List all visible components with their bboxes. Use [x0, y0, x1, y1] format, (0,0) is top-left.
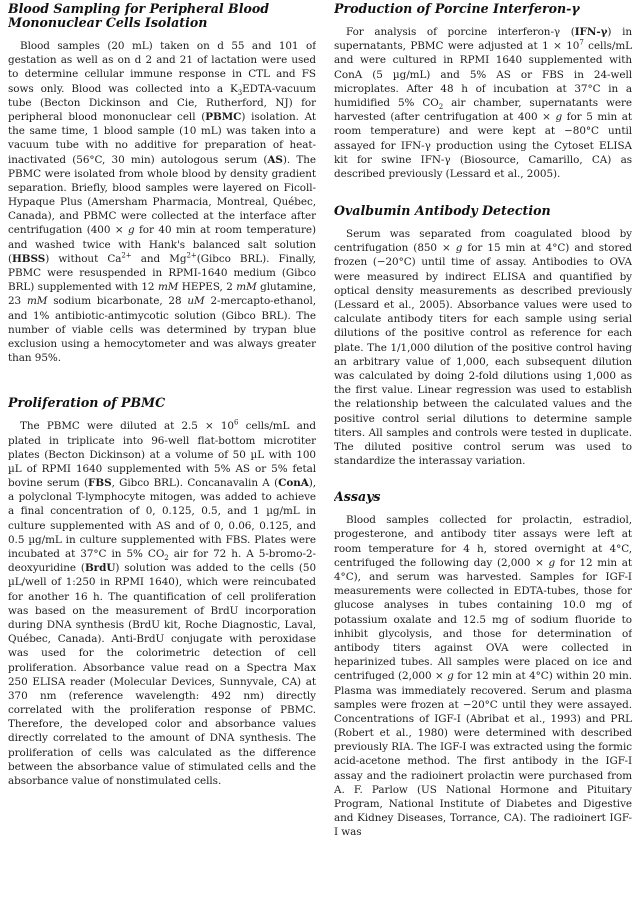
text-run: uM [187, 295, 205, 308]
paragraph-interferon [334, 25, 632, 181]
paragraph-proliferation [8, 419, 316, 788]
text-run: ) isolation. At the same time, 1 blood sample (10 mL) was taken into a vacuum tube with no additive for preparation of heat-inactivated (56°C, 30 min) autologous serum ( [8, 110, 316, 166]
text-run: for 5 min at room temperature) and were kept at −80°C until assayed for IFN-γ production using the Cytoset ELISA kit for swine IFN-γ (Biosource, Camarillo, CA) as described previously (Lessard et al., 2005). [334, 111, 632, 180]
text-run: BrdU [84, 562, 116, 575]
text-run: air chamber, supernatants were harvested (after centrifugation at 400 × [334, 96, 632, 124]
text-run: g [127, 224, 135, 237]
text-run: glutamine, 23 [8, 281, 316, 308]
text-run: ). The PBMC were isolated from whole blood by density gradient separation. Briefly, blood samples were layered on Ficoll-Hypaque Plus (Amersham Pharmacia, Montreal, Québec, Canada), and PBMC were collected at the interface after centrifugation (400 × [8, 153, 316, 237]
section-title-assays: Assays [334, 489, 381, 505]
text-run: ConA [278, 477, 309, 490]
text-run: 7 [579, 38, 584, 47]
text-run: 3 [237, 88, 243, 97]
text-run: Serum was separated from coagulated blood by centrifugation (850 × [334, 228, 632, 255]
text-run: g [447, 670, 454, 683]
text-run: The PBMC were diluted at 2.5 × 10 [20, 420, 234, 433]
text-run: for 12 min at 4°C) within 20 min. Plasma was immediately recovered. Serum and plasma samples were frozen at −20°C until they were assayed. Concentrations of IGF-I (Abribat et al., 1993) and PRL (Robert et al., 1980) were determined with described previously RIA. The IGF-I was extracted using the formic acid-acetone method. The first antibody in the IGF-I assay and the radioinert prolactin were purchased from A. F. Parlow (US National Hormone and Pituitary Program, National Institute of Diabetes and Digestive and Kidney Diseases, Torrance, CA). The radioinert IGF-I was [334, 670, 632, 839]
text-run: 2+ [121, 251, 132, 260]
text-run: , Gibco BRL). Concanavalin A ( [111, 477, 279, 490]
text-run: g [548, 556, 556, 569]
paragraph-assays [334, 513, 632, 839]
text-run: 2 [164, 554, 169, 563]
text-run: sodium bicarbonate, 28 [47, 295, 188, 308]
text-run: EDTA-vacuum tube (Becton Dickinson and Cie, Rutherford, NJ) for peripheral blood mononuclear cell ( [8, 82, 316, 123]
text-run: g [455, 242, 463, 255]
text-run: ) without Ca [45, 252, 122, 265]
text-run: for 40 min at room temperature) and washed twice with Hank's balanced salt solution ( [8, 224, 316, 265]
text-run: PBMC [205, 110, 242, 123]
text-run: mM [236, 281, 257, 294]
text-run: 6 [234, 418, 239, 427]
text-run: IFN-γ [574, 26, 608, 38]
text-run: Blood samples (20 mL) taken on d 55 and 101 of gestation as well as on d 2 and 21 of lactation were used to determine cellular immune response in CTL and FS sows only. Blood was collected into a K [8, 40, 316, 95]
section-title-interferon: Production of Porcine Interferon-γ [334, 2, 580, 16]
text-run: (Gibco BRL). Finally, PBMC were resuspended in RPMI-1640 medium (Gibco BRL) supplemented with 12 [8, 252, 316, 294]
paragraph-ovalbumin [334, 227, 632, 468]
section-title-proliferation: Proliferation of PBMC [8, 395, 166, 411]
text-run: FBS [88, 477, 112, 490]
text-run: mM [26, 295, 48, 308]
section-title-blood-sampling: Blood Sampling for Peripheral Blood Mononuclear Cells Isolation [8, 2, 270, 30]
text-run: and Mg [131, 252, 187, 265]
text-run: ), a polyclonal T-lymphocyte mitogen, was added to achieve a final concentration of 0, 0.125, 0.5, and 1 µg/mL in culture supplemented with AS and of 0, 0.06, 0.125, and 0.5 µg/mL in culture supplemented with FBS. Plates were incubated at 37°C in 5% CO [8, 477, 316, 560]
text-run: 2+ [186, 251, 197, 260]
text-run: Blood samples collected for prolactin, estradiol, progesterone, and antibody titer assays were left at room temperature for 4 h, stored overnight at 4°C, centrifuged the following day (2,000 × [334, 514, 632, 569]
text-run: ) in supernatants, PBMC were adjusted at 1 × 10 [334, 26, 632, 53]
text-run: 2 [438, 103, 444, 112]
text-run: AS [267, 153, 283, 166]
text-run: For analysis of porcine interferon-γ ( [346, 26, 575, 38]
text-run: cells/mL and were cultured in RPMI 1640 supplemented with ConA (5 µg/mL) and 5% AS or FBS in 24-well microplates. After 48 h of incubation at 37°C in a humidified 5% CO [334, 40, 632, 109]
text-run: cells/mL and plated in triplicate into 96-well flat-bottom microtiter plates (Becton Dickinson) at a volume of 50 µL with 100 µL of RPMI 1640 supplemented with 5% AS or 5% fetal bovine serum ( [8, 420, 316, 490]
text-run: HEPES, 2 [178, 281, 237, 294]
text-run: for 12 min at 4°C), and serum was harvested. Samples for IGF-I measurements were collected in EDTA-tubes, those for glucose analyses in tubes containing 10.0 mg of potassium oxalate and 12.5 mg of sodium fluoride to inhibit glycolysis, and those for determination of antibody titers against OVA were collected in heparinized tubes. All samples were placed on ice and centrifuged (2,000 × [334, 556, 632, 683]
text-run: HBSS [12, 252, 46, 265]
text-run: g [555, 111, 563, 124]
text-run: 2-mercapto-ethanol, and 1% antibiotic-antimycotic solution (Gibco BRL). The number of viable cells was determined by trypan blue exclusion using a hemocytometer and was always greater than 95%. [8, 295, 316, 365]
left-column [8, 2, 316, 900]
paragraph-blood-sampling [8, 39, 316, 365]
text-run: ) solution was added to the cells (50 µL/well of 1:250 in RPMI 1640), which were reincubated for another 16 h. The quantification of cell proliferation was based on the measurement of BrdU incorporation during DNA synthesis (BrdU kit, Roche Diagnostic, Laval, Québec, Canada). Anti-BrdU conjugate with peroxidase was used for the colorimetric detection of cell proliferation. Absorbance value read on a Spectra Max 250 ELISA reader (Molecular Devices, Sunnyvale, CA) at 370 nm (reference wavelength: 492 nm) directly correlated with the proliferation response of PBMC. Therefore, the developed color and absorbance values directly correlated to the amount of DNA synthesis. The proliferation of cells was calculated as the difference between the absorbance value of stimulated cells and the absorbance value of nonstimulated cells. [8, 562, 316, 787]
section-title-ovalbumin: Ovalbumin Antibody Detection [334, 203, 551, 219]
text-run: for 15 min at 4°C) and stored frozen (−20°C) until time of assay. Antibodies to OVA were measured by indirect ELISA and quantified by optical density measurements as described previously (Lessard et al., 2005). Absorbance values were used to calculate antibody titers for each sample using serial dilutions of the positive control as reference for each plate. The 1/1,000 dilution of the positive control having an arbitrary value of 1,000, each subsequent dilution was calculated by doing 2-fold dilutions using 1,000 as the first value. Linear regression was used to establish the relationship between the calculated values and the positive control serial dilutions to determine sample titers. All samples and controls were tested in duplicate. The diluted positive control serum was used to standardize the interassay variation. [334, 242, 632, 468]
right-column [334, 2, 632, 900]
text-run: air for 72 h. A 5-bromo-2-deoxyuridine ( [8, 548, 316, 575]
text-run: mM [157, 281, 179, 294]
